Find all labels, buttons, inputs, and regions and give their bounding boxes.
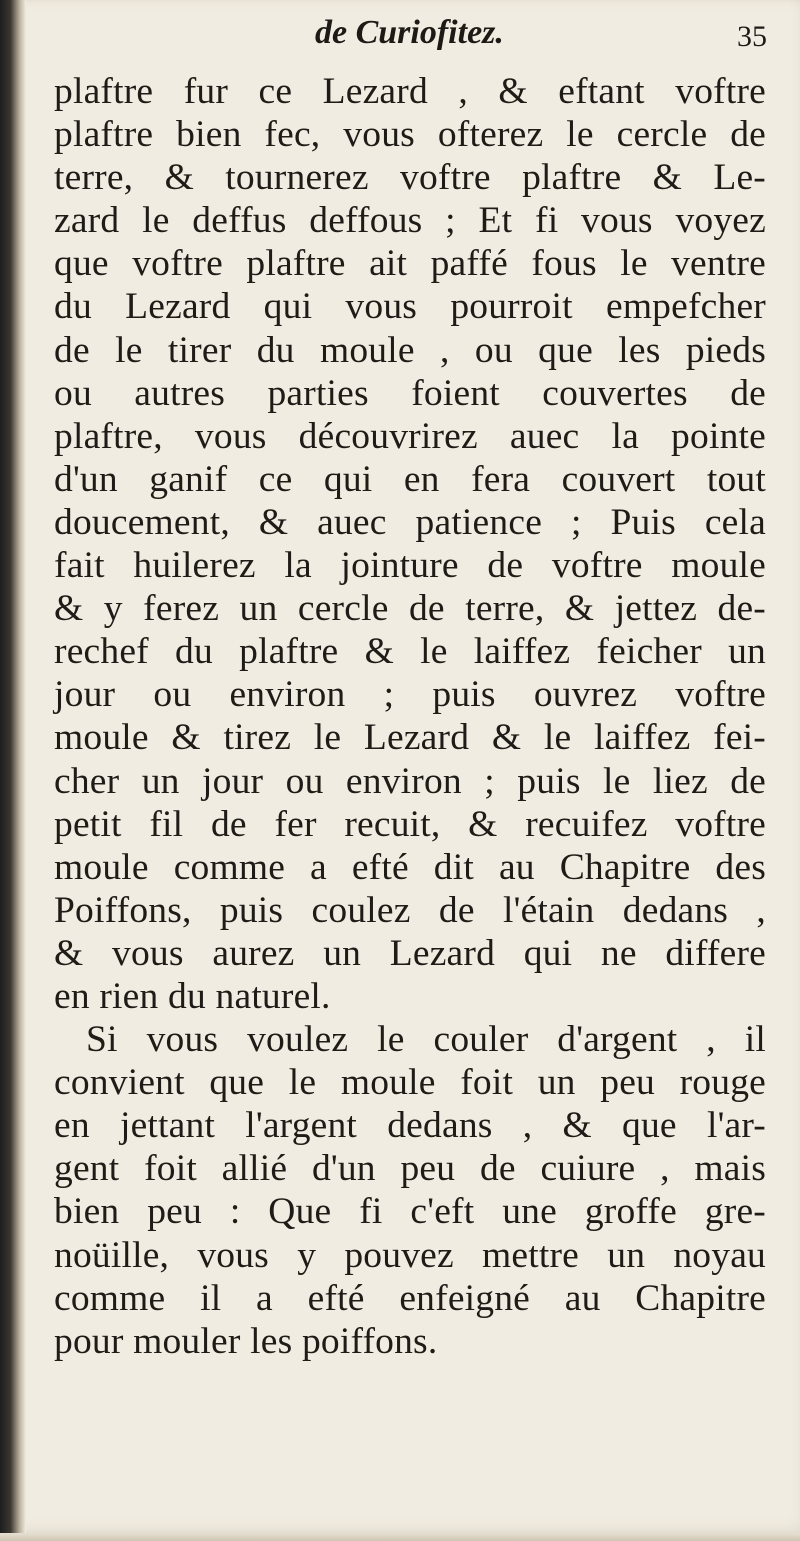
text-line: cher un jour ou environ ; puis le liez de bbox=[54, 760, 766, 802]
text-line: noüille, vous y pouvez mettre un noyau bbox=[54, 1234, 766, 1276]
text-line: terre, & tournerez voftre plaftre & Le- bbox=[54, 157, 766, 199]
page-bottom-edge bbox=[0, 1533, 800, 1541]
text-line: Si vous voulez le couler d'argent , il bbox=[86, 1019, 766, 1061]
text-line: moule & tirez le Lezard & le laiffez fei- bbox=[54, 717, 766, 759]
text-line: d'un ganif ce qui en fera couvert tout bbox=[54, 458, 766, 500]
text-line: Poiffons, puis coulez de l'étain dedans , bbox=[54, 889, 766, 931]
text-line: gent foit allié d'un peu de cuiure , mais bbox=[54, 1148, 766, 1190]
text-line: moule comme a efté dit au Chapitre des bbox=[54, 846, 766, 888]
text-line: plaftre bien fec, vous ofterez le cercle de bbox=[54, 114, 766, 156]
running-head: de Curiofitez. bbox=[315, 14, 504, 51]
text-line: & y ferez un cercle de terre, & jettez de- bbox=[54, 588, 766, 630]
text-line: rechef du plaftre & le laiffez feicher un bbox=[54, 631, 766, 673]
text-line: doucement, & auec patience ; Puis cela bbox=[54, 501, 766, 543]
text-line: plaftre, vous découvrirez auec la pointe bbox=[54, 415, 766, 457]
text-line: & vous aurez un Lezard qui ne differe bbox=[54, 932, 766, 974]
text-line: que voftre plaftre ait paffé fous le ventre bbox=[54, 243, 766, 285]
text-line: plaftre fur ce Lezard , & eftant voftre bbox=[54, 71, 766, 112]
page-gutter-shadow bbox=[0, 0, 26, 1541]
text-line: comme il a efté enfeigné au Chapitre bbox=[54, 1277, 766, 1319]
text-line: jour ou environ ; puis ouvrez voftre bbox=[54, 674, 766, 716]
paragraph bbox=[54, 1018, 766, 1363]
text-line: pour mouler les poiffons. bbox=[54, 1320, 438, 1362]
text-line: de le tirer du moule , ou que les pieds bbox=[54, 329, 766, 371]
text-line: du Lezard qui vous pourroit empefcher bbox=[54, 286, 766, 328]
page-number: 35 bbox=[737, 20, 767, 53]
text-line: en rien du naturel. bbox=[54, 975, 331, 1017]
text-line: bien peu : Que fi c'eft une groffe gre- bbox=[54, 1191, 766, 1233]
text-line: zard le deffus deffous ; Et fi vous voyez bbox=[54, 200, 766, 242]
text-line: petit fil de fer recuit, & recuifez voftre bbox=[54, 803, 766, 845]
text-line: en jettant l'argent dedans , & que l'ar- bbox=[54, 1105, 766, 1147]
text-line: convient que le moule foit un peu rouge bbox=[54, 1062, 766, 1104]
page-header bbox=[60, 12, 775, 62]
text-line: fait huilerez la jointure de voftre moule bbox=[54, 545, 766, 587]
text-line: ou autres parties foient couvertes de bbox=[54, 372, 766, 414]
body-text bbox=[54, 70, 766, 1363]
paragraph bbox=[54, 70, 766, 1018]
